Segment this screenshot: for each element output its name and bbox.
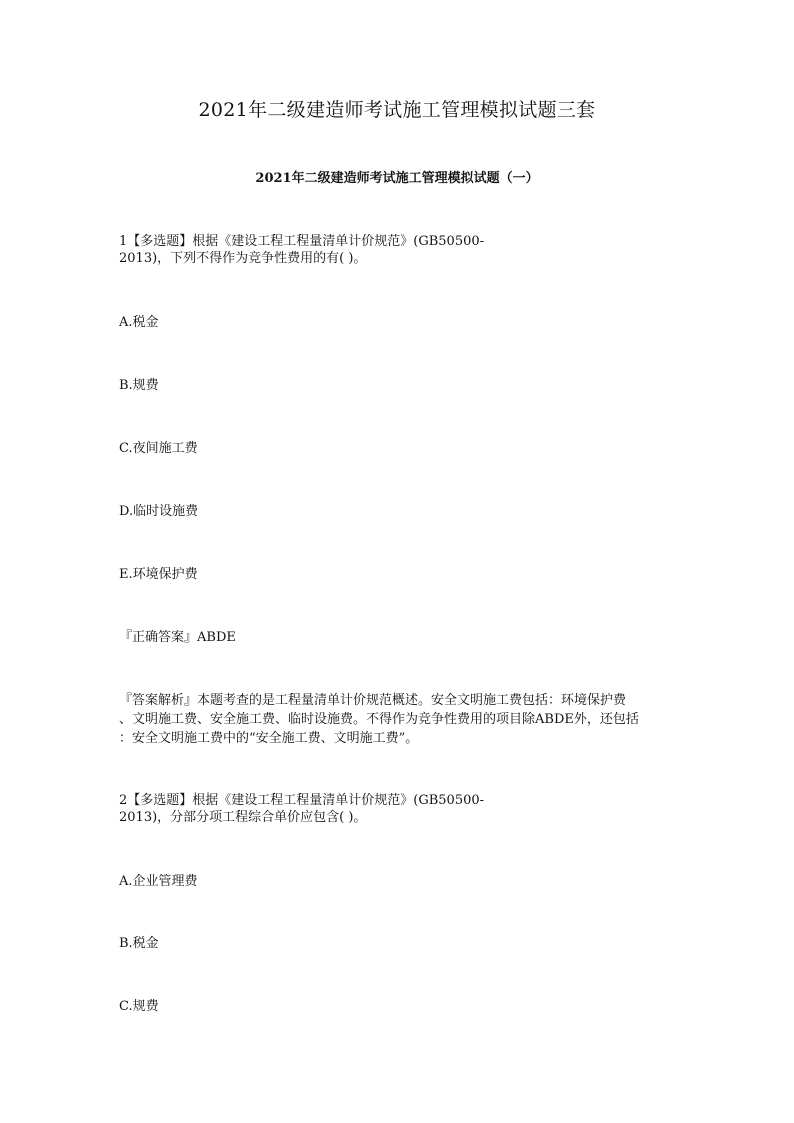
question-1-analysis-line-3: ：安全文明施工费中的“安全施工费、文明施工费”。 xyxy=(119,731,419,746)
section-title: 2021年二级建造师考试施工管理模拟试题（一） xyxy=(255,171,539,186)
question-1-stem-line-1: 1【多选题】根据《建设工程工程量清单计价规范》(GB50500- xyxy=(119,234,485,249)
question-1-answer: 『正确答案』ABDE xyxy=(119,630,236,645)
question-1-option-c: C.夜间施工费 xyxy=(119,441,198,456)
question-1-option-a: A.税金 xyxy=(119,315,159,330)
question-1-option-e: E.环境保护费 xyxy=(119,567,198,582)
question-2-stem-line-1: 2【多选题】根据《建设工程工程量清单计价规范》(GB50500- xyxy=(119,793,485,808)
question-1-analysis-line-2: 、文明施工费、安全施工费、临时设施费。不得作为竞争性费用的项目除ABDE外，还包括 xyxy=(119,712,639,727)
question-1-option-b: B.规费 xyxy=(119,378,159,393)
question-1-option-d: D.临时设施费 xyxy=(119,504,199,519)
question-2-option-b: B.税金 xyxy=(119,936,159,951)
question-2-option-a: A.企业管理费 xyxy=(119,874,198,889)
question-2-stem-line-2: 2013)，分部分项工程综合单价应包含( )。 xyxy=(119,810,367,825)
document-title: 2021年二级建造师考试施工管理模拟试题三套 xyxy=(198,99,596,121)
question-2-option-c: C.规费 xyxy=(119,999,159,1014)
question-1-stem-line-2: 2013)，下列不得作为竞争性费用的有( )。 xyxy=(119,251,367,266)
question-1-analysis-line-1: 『答案解析』本题考查的是工程量清单计价规范概述。安全文明施工费包括：环境保护费 xyxy=(119,693,627,708)
